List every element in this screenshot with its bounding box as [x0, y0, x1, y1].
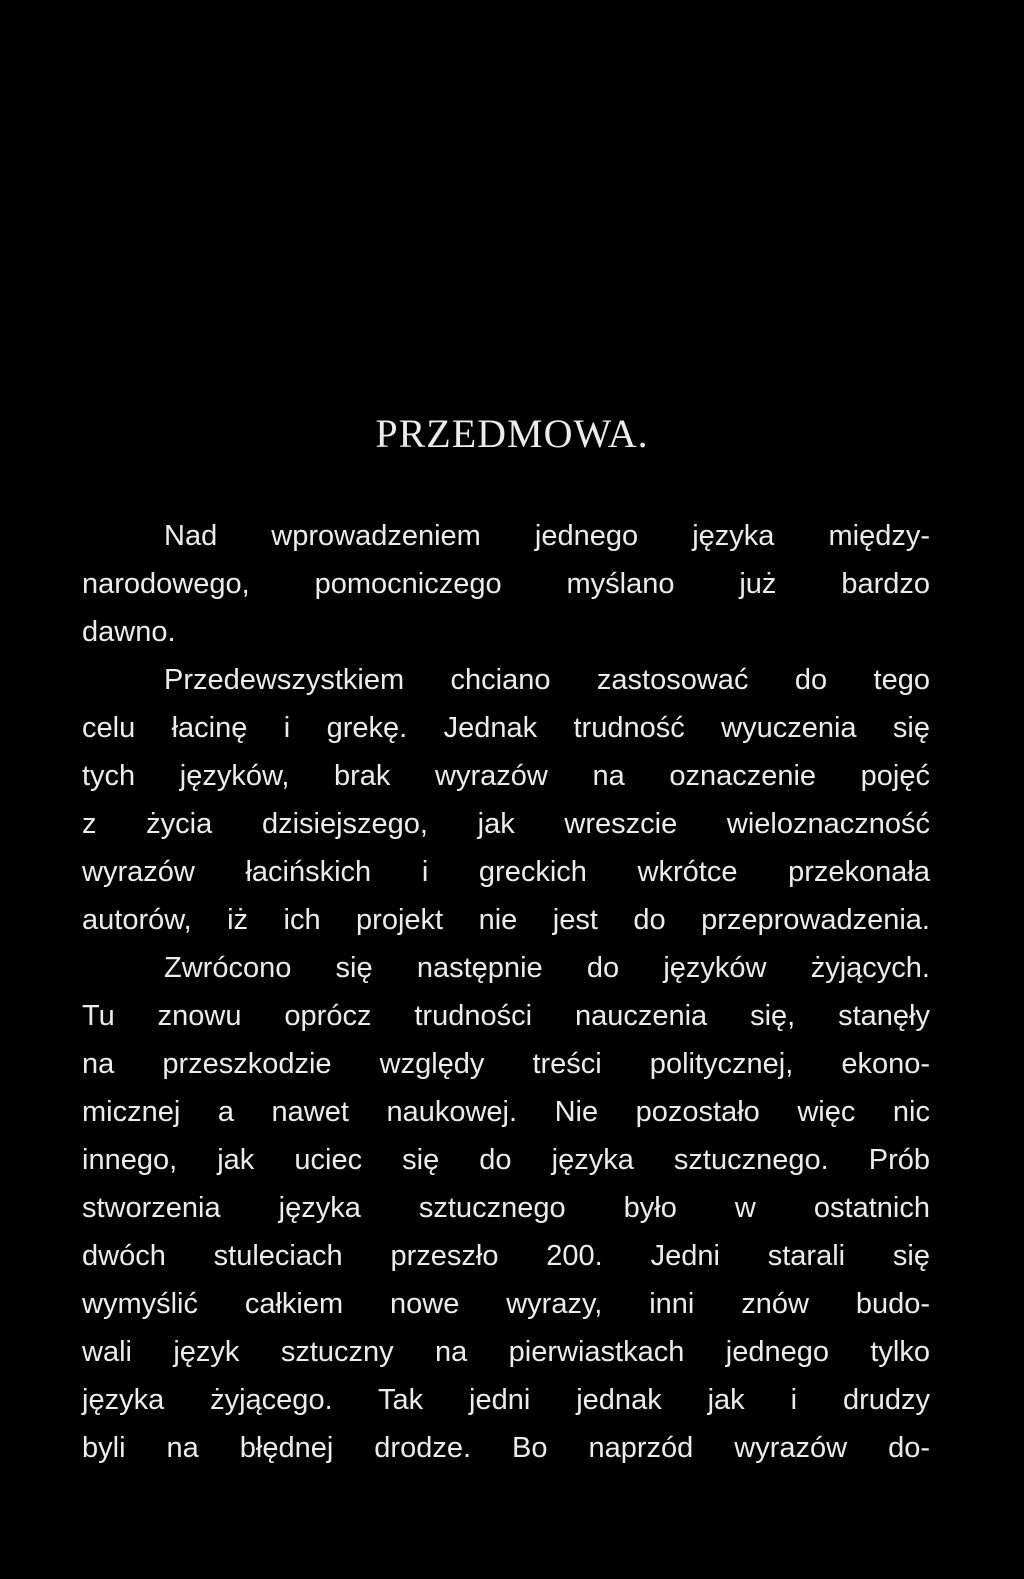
text-line: języka żyjącego. Tak jedni jednak jak i drudzy	[82, 1384, 930, 1416]
text-line: wali język sztuczny na pierwiastkach jednego tylko	[82, 1336, 930, 1368]
text-line: narodowego, pomocniczego myślano już bardzo	[82, 568, 930, 600]
text-line: dawno.	[82, 616, 176, 648]
body-text	[82, 512, 930, 1472]
text-line: Zwrócono się następnie do języków żyjących.	[164, 952, 930, 984]
text-line: Tu znowu oprócz trudności nauczenia się, stanęły	[82, 1000, 930, 1032]
text-line: wymyślić całkiem nowe wyrazy, inni znów budo-	[82, 1288, 930, 1320]
text-line: Przedewszystkiem chciano zastosować do tego	[164, 664, 930, 696]
text-line: na przeszkodzie względy treści politycznej, ekono-	[82, 1048, 930, 1080]
text-line: wyrazów łacińskich i greckich wkrótce przekonała	[82, 856, 930, 888]
text-line: celu łacinę i grekę. Jednak trudność wyuczenia się	[82, 712, 930, 744]
text-line: dwóch stuleciach przeszło 200. Jedni starali się	[82, 1240, 930, 1272]
text-line: tych języków, brak wyrazów na oznaczenie pojęć	[82, 760, 930, 792]
page-title: PRZEDMOWA.	[375, 411, 649, 456]
text-line: Nad wprowadzeniem jednego języka między-	[164, 520, 930, 552]
text-line: autorów, iż ich projekt nie jest do przeprowadzenia.	[82, 904, 930, 936]
text-line: z życia dzisiejszego, jak wreszcie wieloznaczność	[82, 808, 930, 840]
text-line: innego, jak uciec się do języka sztucznego. Prób	[82, 1144, 930, 1176]
text-line: stworzenia języka sztucznego było w ostatnich	[82, 1192, 930, 1224]
text-line: micznej a nawet naukowej. Nie pozostało więc nic	[82, 1096, 930, 1128]
text-line: byli na błędnej drodze. Bo naprzód wyrazów do-	[82, 1432, 930, 1464]
